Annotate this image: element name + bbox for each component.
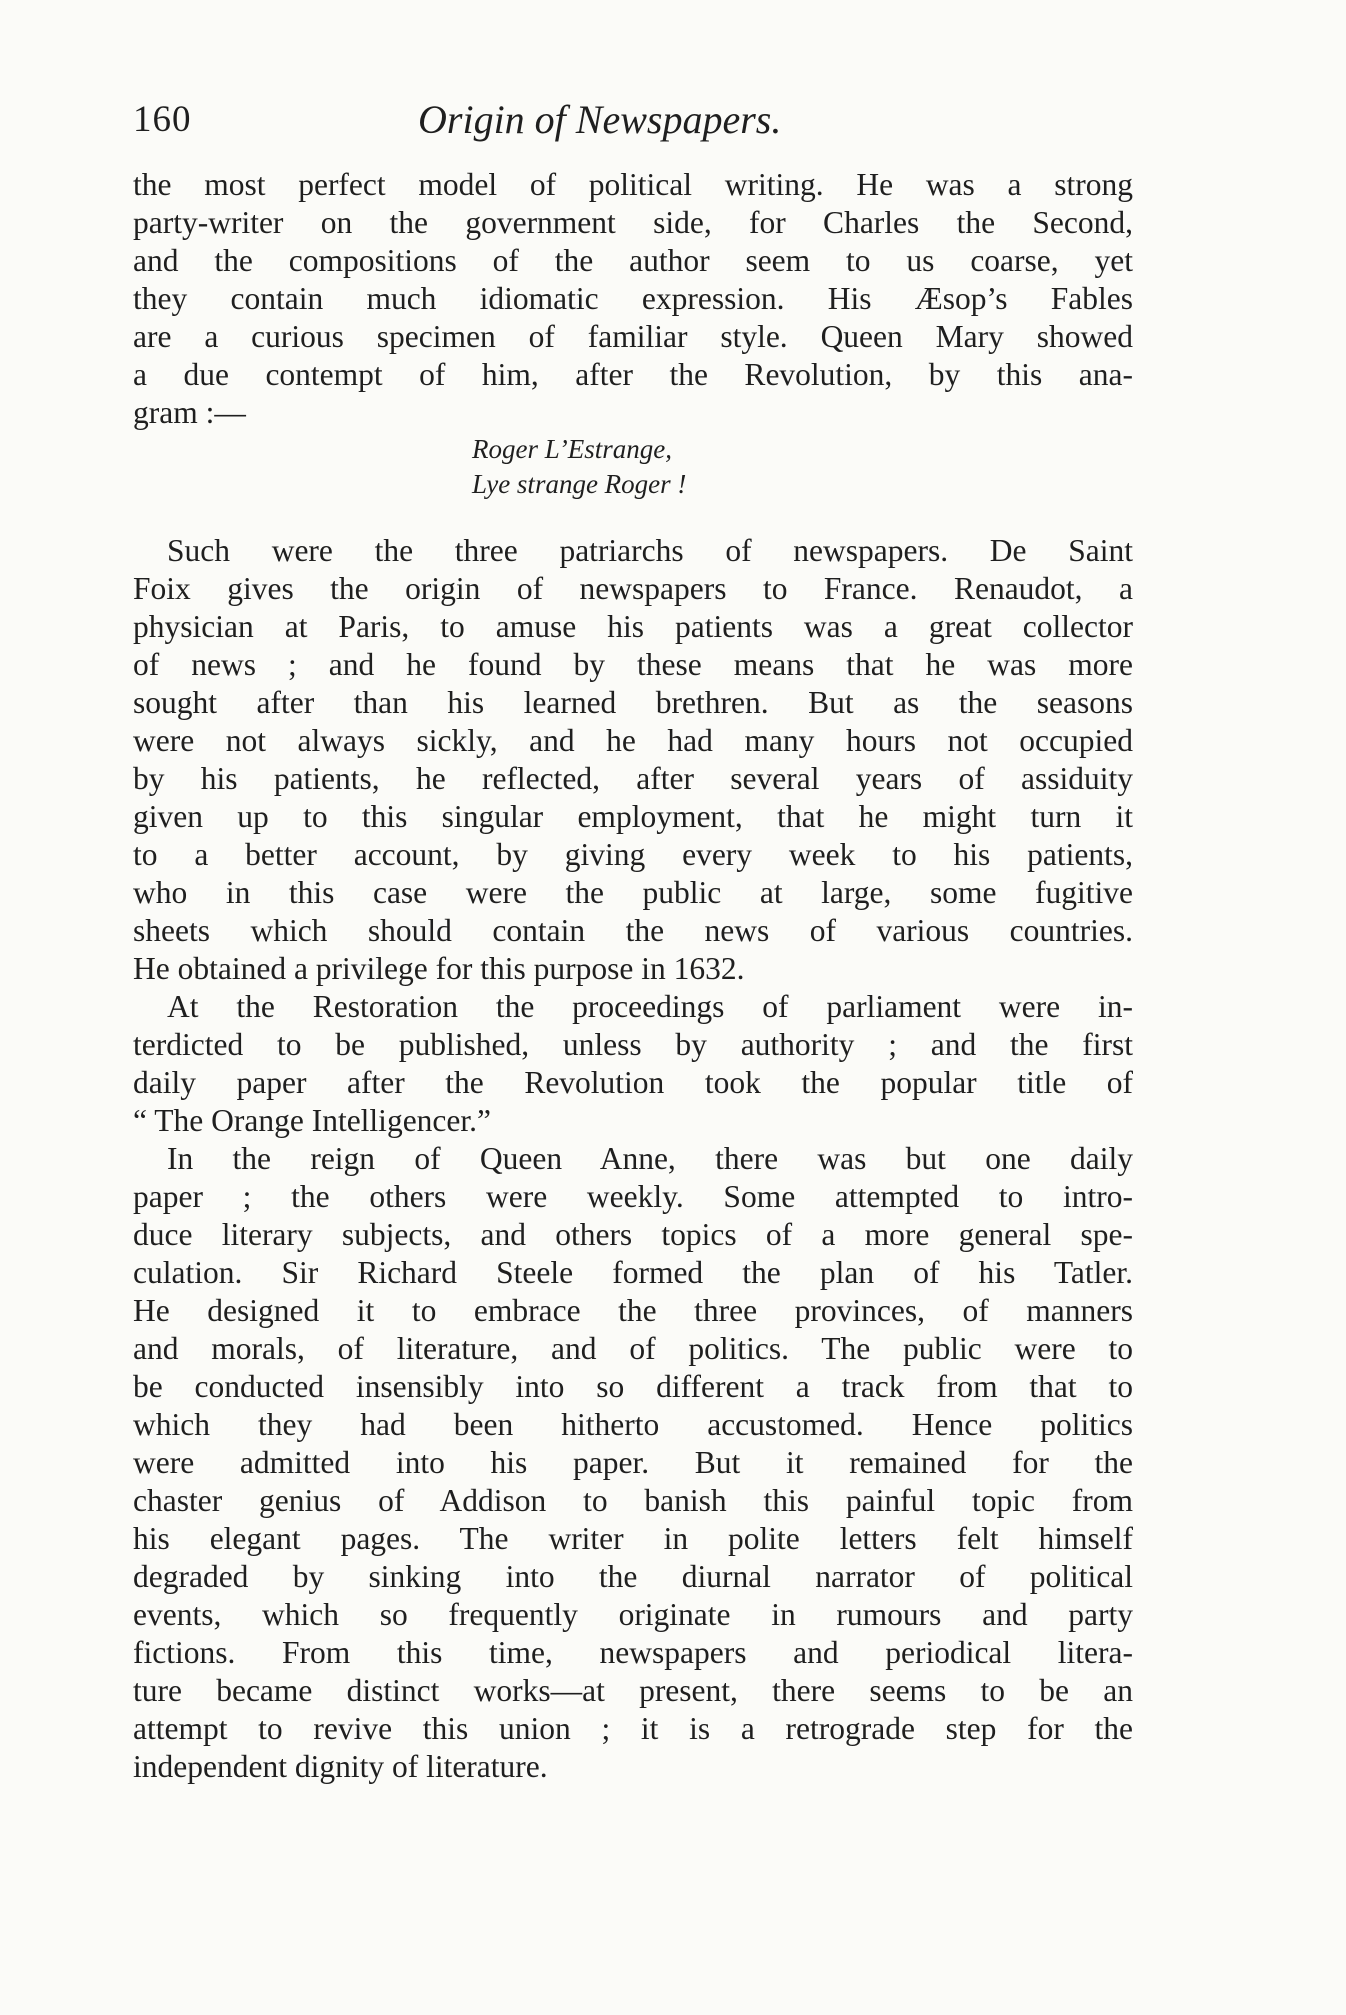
- text-line: terdicted to be published, unless by authority ; and the first: [133, 1027, 1133, 1062]
- text-line: duce literary subjects, and others topics of a more general spe-: [133, 1217, 1133, 1252]
- text-line: “ The Orange Intelligencer.”: [133, 1103, 491, 1138]
- text-line: be conducted insensibly into so different a track from that to: [133, 1369, 1133, 1404]
- text-line: by his patients, he reflected, after several years of assiduity: [133, 761, 1133, 796]
- text-line: they contain much idiomatic expression. His Æsop’s Fables: [133, 281, 1133, 316]
- text-line: of news ; and he found by these means that he was more: [133, 647, 1133, 682]
- text-line: He designed it to embrace the three provinces, of manners: [133, 1293, 1133, 1328]
- text-line: independent dignity of literature.: [133, 1749, 548, 1784]
- text-line: who in this case were the public at large, some fugitive: [133, 875, 1133, 910]
- text-line: are a curious specimen of familiar style. Queen Mary showed: [133, 319, 1133, 354]
- text-line: degraded by sinking into the diurnal narrator of political: [133, 1559, 1133, 1594]
- paragraph-4: [133, 1140, 1133, 1786]
- text-line: to a better account, by giving every week to his patients,: [133, 837, 1133, 872]
- running-title: Origin of Newspapers.: [418, 97, 782, 142]
- anagram-block: [472, 432, 1133, 502]
- text-line: At the Restoration the proceedings of parliament were in-: [167, 989, 1133, 1024]
- text-line: were admitted into his paper. But it remained for the: [133, 1445, 1133, 1480]
- book-page: [133, 88, 1133, 1786]
- text-line: and morals, of literature, and of politics. The public were to: [133, 1331, 1133, 1366]
- paragraph-1: [133, 166, 1133, 432]
- text-line: and the compositions of the author seem to us coarse, yet: [133, 243, 1133, 278]
- text-line: a due contempt of him, after the Revolution, by this ana-: [133, 357, 1133, 392]
- text-line: sought after than his learned brethren. But as the seasons: [133, 685, 1133, 720]
- text-line: were not always sickly, and he had many hours not occupied: [133, 723, 1133, 758]
- text-line: paper ; the others were weekly. Some attempted to intro-: [133, 1179, 1133, 1214]
- paragraph-2: [133, 532, 1133, 988]
- text-line: Such were the three patriarchs of newspapers. De Saint: [167, 533, 1133, 568]
- page-number: 160: [133, 99, 192, 140]
- text-line: attempt to revive this union ; it is a retrograde step for the: [133, 1711, 1133, 1746]
- paragraph-3: [133, 988, 1133, 1140]
- text-line: chaster genius of Addison to banish this painful topic from: [133, 1483, 1133, 1518]
- text-line: gram :—: [133, 395, 246, 430]
- text-line: his elegant pages. The writer in polite letters felt himself: [133, 1521, 1133, 1556]
- anagram-line-2: Lye strange Roger !: [472, 469, 687, 499]
- text-line: physician at Paris, to amuse his patients was a great collector: [133, 609, 1133, 644]
- text-line: given up to this singular employment, that he might turn it: [133, 799, 1133, 834]
- text-line: ture became distinct works—at present, there seems to be an: [133, 1673, 1133, 1708]
- text-line: which they had been hitherto accustomed. Hence politics: [133, 1407, 1133, 1442]
- page-header: [133, 88, 1133, 148]
- text-line: sheets which should contain the news of various countries.: [133, 913, 1133, 948]
- text-line: party-writer on the government side, for Charles the Second,: [133, 205, 1133, 240]
- text-line: fictions. From this time, newspapers and periodical litera-: [133, 1635, 1133, 1670]
- text-line: the most perfect model of political writing. He was a strong: [133, 167, 1133, 202]
- text-line: events, which so frequently originate in rumours and party: [133, 1597, 1133, 1632]
- text-line: culation. Sir Richard Steele formed the plan of his Tatler.: [133, 1255, 1133, 1290]
- text-line: In the reign of Queen Anne, there was but one daily: [167, 1141, 1133, 1176]
- text-line: Foix gives the origin of newspapers to France. Renaudot, a: [133, 571, 1133, 606]
- text-line: daily paper after the Revolution took the popular title of: [133, 1065, 1133, 1100]
- text-line: He obtained a privilege for this purpose in 1632.: [133, 951, 745, 986]
- anagram-line-1: Roger L’Estrange,: [472, 434, 672, 464]
